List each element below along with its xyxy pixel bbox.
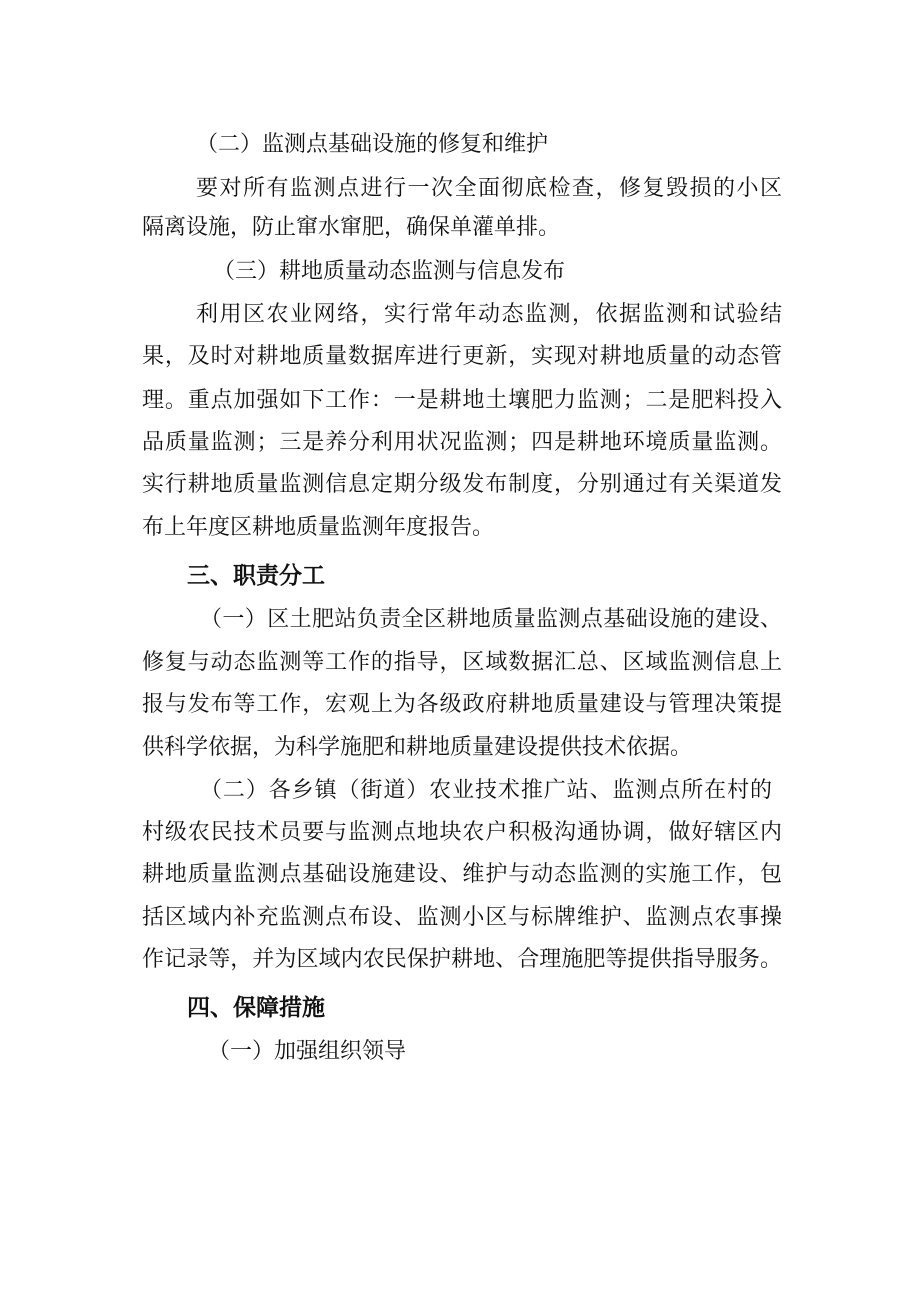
subheading-organization-leadership: （一）加强组织领导 (208, 1039, 407, 1064)
paragraph-line: 报与发布等工作，宏观上为各级政府耕地质量建设与管理决策提 (142, 692, 782, 717)
paragraph-line: 布上年度区耕地质量监测年度报告。 (142, 515, 495, 540)
paragraph-line: 理。重点加强如下工作：一是耕地土壤肥力监测；二是肥料投入 (142, 388, 782, 413)
paragraph-line: 作记录等，并为区域内农民保护耕地、合理施肥等提供指导服务。 (142, 947, 782, 972)
subheading-dynamic-monitoring: （三）耕地质量动态监测与信息发布 (213, 259, 566, 284)
paragraph-line: 实行耕地质量监测信息定期分级发布制度，分别通过有关渠道发 (142, 472, 782, 497)
paragraph-line: （二）各乡镇（街道）农业技术推广站、监测点所在村的 (200, 778, 772, 803)
paragraph-line: 括区域内补充监测点布设、监测小区与标牌维护、监测点农事操 (142, 905, 782, 930)
paragraph-line: 利用区农业网络，实行常年动态监测，依据监测和试验结 (196, 302, 782, 327)
paragraph-line: 品质量监测；三是养分利用状况监测；四是耕地环境质量监测。 (142, 430, 782, 455)
paragraph-line: 修复与动态监测等工作的指导，区域数据汇总、区域监测信息上 (142, 650, 782, 675)
paragraph-line: 要对所有监测点进行一次全面彻底检查，修复毁损的小区 (196, 176, 782, 201)
paragraph-line: （一）区土肥站负责全区耕地质量监测点基础设施的建设、 (200, 607, 782, 632)
paragraph-line: 耕地质量监测点基础设施建设、维护与动态监测的实施工作，包 (142, 862, 782, 887)
section-heading-responsibilities: 三、职责分工 (187, 563, 325, 589)
section-heading-safeguards: 四、保障措施 (187, 995, 325, 1021)
subheading-repair-maintenance: （二）监测点基础设施的修复和维护 (196, 132, 549, 157)
paragraph-line: 村级农民技术员要与监测点地块农户积极沟通协调，做好辖区内 (142, 820, 782, 845)
paragraph-line: 果，及时对耕地质量数据库进行更新，实现对耕地质量的动态管 (142, 344, 782, 369)
paragraph-line: 隔离设施，防止窜水窜肥，确保单灌单排。 (142, 215, 561, 240)
paragraph-line: 供科学依据，为科学施肥和耕地质量建设提供技术依据。 (142, 735, 693, 760)
